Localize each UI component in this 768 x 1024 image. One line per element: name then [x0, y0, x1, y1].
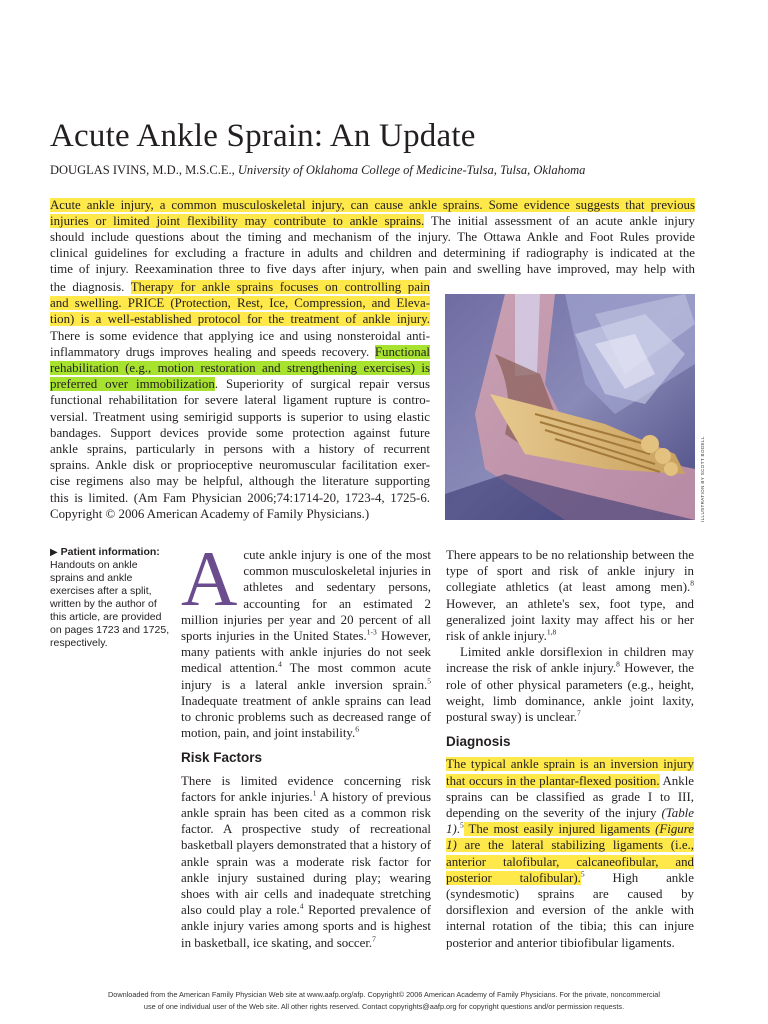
- abstract-line: clinical guidelines for excluding a fracture in adults and children and determining if radiography is indicated at the: [50, 246, 695, 260]
- abstract-line: [50, 360, 430, 376]
- abstract-line: [50, 311, 430, 327]
- highlight-green: preferred over immobilization: [50, 377, 215, 391]
- abstract-line: [50, 344, 430, 360]
- drop-cap: A: [181, 535, 238, 622]
- footer-line-2: use of one individual user of the Web site. All other rights reserved. Contact copyrights@aafp.org for copyright questions and/or permission requests.: [143, 1001, 625, 1011]
- author-affiliation: University of Oklahoma College of Medicine-Tulsa, Tulsa, Oklahoma: [237, 163, 586, 177]
- abstract-line: bandages. Support devices provide some protection against future: [50, 426, 430, 440]
- author-name: DOUGLAS IVINS, M.D., M.S.C.E.,: [50, 163, 238, 177]
- abstract-line: There is some evidence that applying ice and using nonsteroidal anti-: [50, 329, 430, 343]
- abstract-line: should include questions about the timing and mechanism of the injury. The Ottawa Ankle and Foot Rules provide: [50, 230, 695, 244]
- illustration-credit: ILLUSTRATION BY SCOTT BODELL: [700, 436, 705, 522]
- abstract-text: the diagnosis.: [50, 280, 131, 294]
- highlight: The typical ankle sprain is an inversion injury that occurs in the plantar-flexed position.: [446, 757, 694, 788]
- intro-paragraph: Acute ankle injury is one of the most common musculoskeletal injuries in athletes and sedentary persons, accounting for an estimated 2 million injuries per year and 20 percent of all sports injuries in the United States.$^{1-3}$ However, many patients with ankle injuries do not seek medical attention.$^4$ The most common acute injury is a lateral ankle inversion sprain.$^5$ Inadequate treatment of ankle sprains can lead to chronic problems such as decreased range of motion, pain, and joint instability.$^6$: [181, 535, 431, 741]
- highlight: tion) is a well-established protocol for the treatment of ankle injury.: [50, 312, 430, 326]
- highlight: injuries or limited joint flexibility may contribute to ankle sprains.: [50, 214, 425, 228]
- footer-line-1: Downloaded from the American Family Physician Web site at www.aafp.org/afp. Copyright© 2006 American Academy of Family Physicians. For the private, noncommercial: [108, 990, 660, 999]
- abstract-line: [50, 213, 695, 229]
- abstract-line: [50, 376, 430, 392]
- abstract-text: The initial assessment of an acute ankle injury: [424, 214, 696, 228]
- abstract-line: cise regimens also may be helpful, although the literature supporting: [50, 474, 430, 488]
- body-column-2: [446, 547, 694, 951]
- copyright-footer: [50, 989, 718, 1012]
- patient-info-sidebar: [50, 546, 170, 650]
- byline: [50, 163, 585, 178]
- ankle-illustration: [445, 294, 695, 520]
- abstract-line: Copyright © 2006 American Academy of Family Physicians.): [50, 507, 370, 521]
- highlight-green: rehabilitation (e.g., motion restoration and strengthening exercises) is: [50, 361, 430, 375]
- abstract-line: [50, 197, 695, 213]
- abstract-line: sprains. Ankle disk or proprioceptive neuromuscular facilitation exer-: [50, 458, 430, 472]
- abstract-line: time of injury. Reexamination three to five days after injury, when pain and swelling have improved, may help with: [50, 262, 695, 276]
- highlight: Therapy for ankle sprains focuses on controlling pain: [130, 280, 430, 294]
- article-title: Acute Ankle Sprain: An Update: [50, 118, 476, 154]
- abstract-line: ankle sprains, particularly in persons with a history of recurrent: [50, 442, 430, 456]
- dorsiflexion-paragraph: Limited ankle dorsiflexion in children may increase the risk of ankle injury.$^8$ However, the role of other physical parameters (e.g., height, weight, limb dominance, ankle joint laxity, postural sway) is unclear.$^7$: [446, 645, 694, 725]
- body-column-1: [181, 535, 431, 951]
- diagnosis-paragraph: The typical ankle sprain is an inversion injury that occurs in the plantar-flexed position. Ankle sprains can be classified as grade I to III, depending on the severity of the injury (Table 1).$^5$ The most easily injured ligaments (Figure 1) are the lateral stabilizing ligaments (i.e., anterior talofibular, calcaneofibular, and posterior talofibular).$^5$ High ankle (syndesmotic) sprains are caused by dorsiflexion and eversion of the ankle with internal rotation of the tibia; this can injure posterior and anterior tibiofibular ligaments.: [446, 757, 694, 950]
- figure-reference[interactable]: (Figure 1): [446, 822, 694, 853]
- triangle-marker-icon: ▶: [50, 547, 58, 558]
- risk-factors-paragraph: There is limited evidence concerning risk factors for ankle injuries.$^1$ A history of previous ankle sprain has been cited as a common risk factor. A prospective study of recreational basketball players demonstrated that a history of ankle sprain was a moderate risk factor for ankle injury sustained during play; wearing shoes with air cells and inadequate stretching also could play a role.$^4$ Reported prevalence of ankle injury varies among sports and is highest in basketball, ice skating, and soccer.$^7$: [181, 773, 431, 950]
- ankle-illustration-svg: [445, 294, 695, 520]
- highlight-green: Functional: [374, 345, 430, 359]
- abstract-line: this is limited. (Am Fam Physician 2006;74:1714-20, 1723-4, 1725-6.: [50, 491, 430, 505]
- diagnosis-heading: Diagnosis: [446, 734, 511, 750]
- patient-info-text: Handouts on ankle sprains and ankle exercises after a split, written by the author of this article, are provided on pages 1723 and 1725, respectively.: [50, 559, 170, 649]
- abstract-line: [50, 295, 430, 311]
- abstract-line: versial. Treatment using semirigid supports is superior to using elastic: [50, 410, 430, 424]
- table-reference[interactable]: (Table 1): [446, 806, 694, 837]
- patient-info-title: Patient information:: [60, 546, 160, 558]
- highlight: Acute ankle injury, a common musculoskeletal injury, can cause ankle sprains. Some evidence suggests that previous: [50, 198, 695, 212]
- abstract-line: functional rehabilitation for severe lateral ligament rupture is contro-: [50, 393, 430, 407]
- sport-risk-paragraph: There appears to be no relationship between the type of sport and risk of ankle injury in collegiate athletics (at least among men).$^8$ However, an athlete's sex, foot type, and generalized joint laxity may affect his or her risk of ankle injury.$^{1,8}$: [446, 548, 694, 644]
- abstract-text: . Superiority of surgical repair versus: [214, 377, 430, 391]
- abstract-line: [50, 279, 430, 295]
- risk-factors-heading: Risk Factors: [181, 750, 263, 766]
- highlight: and swelling. PRICE (Protection, Rest, Ice, Compression, and Eleva-: [50, 296, 430, 310]
- abstract-text: inflammatory drugs improves healing and speeds recovery.: [50, 345, 375, 359]
- highlight: The most easily injured ligaments (Figure 1) are the lateral stabilizing ligaments (i.e., anterior talofibular, calcaneofibular, and posterior talofibular).: [446, 822, 694, 885]
